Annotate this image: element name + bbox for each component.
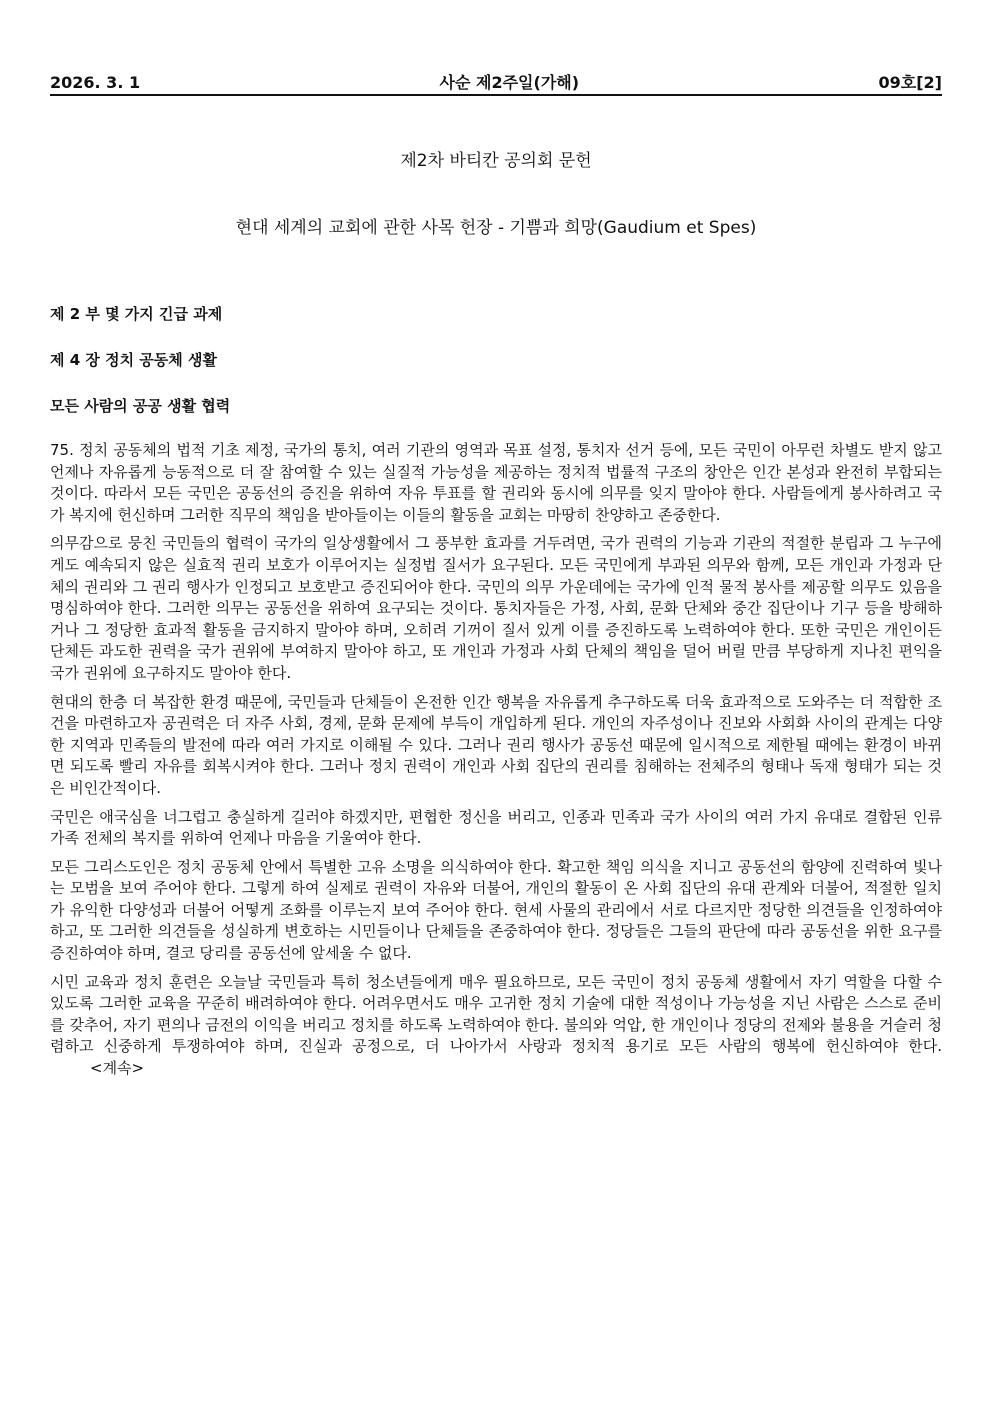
paragraph: 모든 그리스도인은 정치 공동체 안에서 특별한 고유 소명을 의식하여야 한다. 확고한 책임 의식을 지니고 공동선의 함양에 진력하여 빛나는 모범을 보여 주어야 한다. 그렇게 하여 실제로 권력이 자유와 더불어, 개인의 활동이 온 사회 집단의 유대 관계와 더불어, 적절한 일치가 유익한 다양성과 더불어 어떻게 조화를 이루는지 보여 주어야 한다. 현세 사물의 관리에서 서로 다르지만 정당한 의견들을 인정하여야 하고, 또 그러한 의견들을 성실하게 변호하는 시민들이나 단체들을 존중하여야 한다. 정당들은 그들의 판단에 따라 공동선을 위한 요구를 증진하여야 하며, 결코 당리를 공동선에 앞세울 수 없다. [50,857,942,963]
paragraph: 75. 정치 공동체의 법적 기초 제정, 국가의 통치, 여러 기관의 영역과 목표 설정, 통치자 선거 등에, 모든 국민이 아무런 차별도 받지 않고 언제나 자유롭게 능동적으로 더 잘 참여할 수 있는 실질적 가능성을 제공하는 정치적 법률적 구조의 창안은 인간 본성과 완전히 부합되는 것이다. 따라서 모든 국민은 공동선의 증진을 위하여 자유 투표를 할 권리와 동시에 의무를 잊지 말아야 한다. 사람들에게 봉사하려고 국가 복지에 헌신하며 그러한 직무의 책임을 받아들이는 이들의 활동을 교회는 마땅히 찬양하고 존중한다. [50,441,942,524]
paragraph: 현대의 한층 더 복잡한 환경 때문에, 국민들과 단체들이 온전한 인간 행복을 자유롭게 추구하도록 더욱 효과적으로 도와주는 더 적합한 조건을 마련하고자 공권력은 더 자주 사회, 경제, 문화 문제에 부득이 개입하게 된다. 개인의 자주성이나 진보와 사회화 사이의 관계는 다양한 지역과 민족들의 발전에 따라 여러 가지로 이해될 수 있다. 그러나 권리 행사가 공동선 때문에 일시적으로 제한될 때에는 환경이 바뀌면 되도록 빨리 자유를 회복시켜야 한다. 그러나 정치 권력이 개인과 사회 집단의 권리를 침해하는 전체주의 형태나 독재 형태가 되는 것은 비인간적이다. [50,692,942,797]
header-date: 2026. 3. 1 [50,73,141,92]
header-issue-number: 09호[2] [878,73,942,92]
body-text [50,440,942,1087]
page-header [50,70,942,96]
part-heading: 제 2 부 몇 가지 긴급 과제 [50,305,223,323]
section-heading: 모든 사람의 공공 생활 협력 [50,397,231,415]
paragraph-last [50,972,942,1080]
paragraph: 의무감으로 뭉친 국민들의 협력이 국가의 일상생활에서 그 풍부한 효과를 거두려면, 국가 권력의 기능과 기관의 적절한 분립과 그 누구에게도 예속되지 않은 실효적 권리 보호가 이루어지는 실정법 질서가 요구된다. 모든 국민에게 부과된 의무와 함께, 모든 개인과 가정과 단체의 권리와 그 권리 행사가 인정되고 보호받고 증진되어야 한다. 국민의 의무 가운데에는 국가에 인적 물적 봉사를 제공할 의무도 있음을 명심하여야 한다. 그러한 의무는 공동선을 위하여 요구되는 것이다. 통치자들은 가정, 사회, 문화 단체와 중간 집단이나 기구 등을 방해하거나 그 정당한 효과적 활동을 금지하지 말아야 하며, 오히려 기꺼이 질서 있게 이를 증진하도록 노력하여야 한다. 또한 국민은 개인이든 단체든 과도한 권력을 국가 권위에 부여하지 말아야 하고, 또 개인과 가정과 사회 단체의 책임을 덜어 버릴 만큼 부당하게 지나친 편익을 국가 권위에 요구하지도 말아야 한다. [50,534,942,682]
continued-marker: <계속> [90,1059,145,1078]
paragraph-text: 시민 교육과 정치 훈련은 오늘날 국민들과 특히 청소년들에게 매우 필요하므로, 모든 국민이 정치 공동체 생활에서 자기 역할을 다할 수 있도록 그러한 교육을 꾸준히 배려하여야 한다. 어려우면서도 매우 고귀한 정치 기술에 대한 적성이나 가능성을 지닌 사람은 스스로 준비를 갖추어, 자기 편의나 금전의 이익을 버리고 정치를 하도록 노력하여야 한다. 불의와 억압, 한 개인이나 정당의 전제와 불용을 거슬러 청렴하고 신중하게 투쟁하여야 하며, 진실과 공정으로, 더 나아가서 사랑과 정치적 용기로 모든 사람의 행복에 헌신하여야 한다. [50,972,942,1056]
header-liturgical-week: 사순 제2주일(가해) [439,73,580,92]
chapter-heading: 제 4 장 정치 공동체 생활 [50,351,217,369]
document-title: 제2차 바티칸 공의회 문헌 [400,151,592,171]
document-subtitle: 현대 세계의 교회에 관한 사목 헌장 - 기쁨과 희망(Gaudium et Spes) [235,218,757,238]
paragraph: 국민은 애국심을 너그럽고 충실하게 길러야 하겠지만, 편협한 정신을 버리고, 인종과 민족과 국가 사이의 여러 가지 유대로 결합된 인류 가족 전체의 복지를 위하여 언제나 마음을 기울여야 한다. [50,807,942,848]
